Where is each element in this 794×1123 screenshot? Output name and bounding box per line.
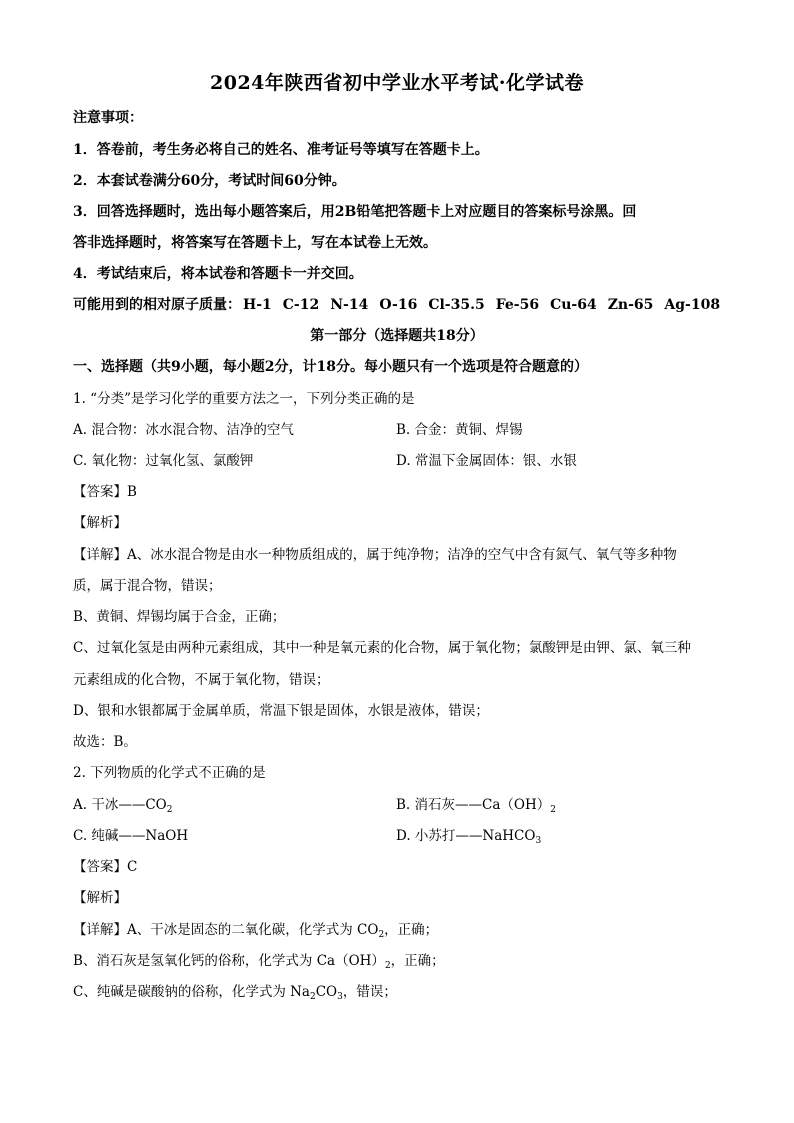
q1-detail-4: C、过氧化氢是由两种元素组成，其中一种是氧元素的化合物，属于氧化物；氯酸钾是由钾、氯、氧三种 bbox=[73, 640, 691, 656]
q2-option-c: C. 纯碱——NaOH bbox=[73, 828, 189, 844]
mass-zn: Zn-65 bbox=[607, 297, 654, 313]
page-title: 2024年陕西省初中学业水平考试·化学试卷 bbox=[210, 72, 584, 94]
mass-ag: Ag-108 bbox=[664, 297, 721, 313]
q2-detail-1: 【详解】A、干冰是固态的二氧化碳，化学式为 $CO_2$，正确； bbox=[73, 922, 439, 940]
q2-detail-3: C、纯碱是碳酸钠的俗称，化学式为 $Na_2CO_3$，错误； bbox=[73, 984, 397, 1002]
mass-o: O-16 bbox=[379, 297, 418, 313]
mass-cu: Cu-64 bbox=[550, 297, 597, 313]
mass-n: N-14 bbox=[330, 297, 369, 313]
q1-option-d: D. 常温下金属固体：银、水银 bbox=[396, 453, 577, 469]
notice-heading: 注意事项： bbox=[73, 110, 143, 126]
q1-stem: 1. “分类”是学习化学的重要方法之一，下列分类正确的是 bbox=[73, 391, 415, 407]
q2-option-b: B. 消石灰$——Ca(OH)_2$ bbox=[396, 797, 556, 815]
q2-stem: 2. 下列物质的化学式不正确的是 bbox=[73, 765, 266, 781]
q1-option-b: B. 合金：黄铜、焊锡 bbox=[396, 422, 523, 438]
q1-answer: 【答案】B bbox=[73, 484, 137, 500]
notice-item-1: 1．答卷前，考生务必将自己的姓名、准考证号等填写在答题卡上。 bbox=[73, 142, 489, 158]
part-title: 第一部分（选择题共18分） bbox=[310, 328, 484, 344]
section-title: 一、选择题（共9小题，每小题2分，计18分。每小题只有一个选项是符合题意的） bbox=[73, 359, 588, 375]
atomic-masses bbox=[73, 295, 720, 315]
notice-item-4: 4．考试结束后，将本试卷和答题卡一并交回。 bbox=[73, 266, 363, 282]
q2-option-a: A. 干冰$——CO_2$ bbox=[73, 797, 173, 815]
atomic-masses-label: 可能用到的相对原子质量： bbox=[73, 297, 241, 313]
mass-cl: Cl-35.5 bbox=[428, 297, 485, 313]
q1-detail-7: 故选：B。 bbox=[73, 734, 137, 750]
notice-item-3-cont: 答非选择题时，将答案写在答题卡上，写在本试卷上无效。 bbox=[73, 235, 437, 251]
q2-analysis-label: 【解析】 bbox=[73, 890, 127, 906]
q1-detail-1: 【详解】A、冰水混合物是由水一种物质组成的，属于纯净物；洁净的空气中含有氮气、氧气等多种物 bbox=[73, 547, 677, 563]
q2-option-d: D. 小苏打——NaHCO$_3$ bbox=[396, 828, 542, 846]
mass-c: C-12 bbox=[282, 297, 320, 313]
q1-option-a: A. 混合物：冰水混合物、洁净的空气 bbox=[73, 422, 294, 438]
q1-option-c: C. 氧化物：过氧化氢、氯酸钾 bbox=[73, 453, 254, 469]
mass-h: H-1 bbox=[243, 297, 272, 313]
q1-detail-6: D、银和水银都属于金属单质，常温下银是固体，水银是液体，错误； bbox=[73, 703, 489, 719]
mass-fe: Fe-56 bbox=[495, 297, 540, 313]
q1-detail-2: 质，属于混合物，错误； bbox=[73, 578, 222, 594]
q2-detail-2: B、消石灰是氢氧化钙的俗称，化学式为 $Ca(OH)_2$，正确； bbox=[73, 953, 445, 971]
q1-detail-5: 元素组成的化合物，不属于氧化物，错误； bbox=[73, 672, 330, 688]
notice-item-3: 3．回答选择题时，选出每小题答案后，用2B铅笔把答题卡上对应题目的答案标号涂黑。回 bbox=[73, 204, 637, 220]
q1-analysis-label: 【解析】 bbox=[73, 515, 127, 531]
q1-detail-3: B、黄铜、焊锡均属于合金，正确； bbox=[73, 609, 286, 625]
q2-answer: 【答案】C bbox=[73, 859, 138, 875]
notice-item-2: 2．本套试卷满分60分，考试时间60分钟。 bbox=[73, 173, 346, 189]
